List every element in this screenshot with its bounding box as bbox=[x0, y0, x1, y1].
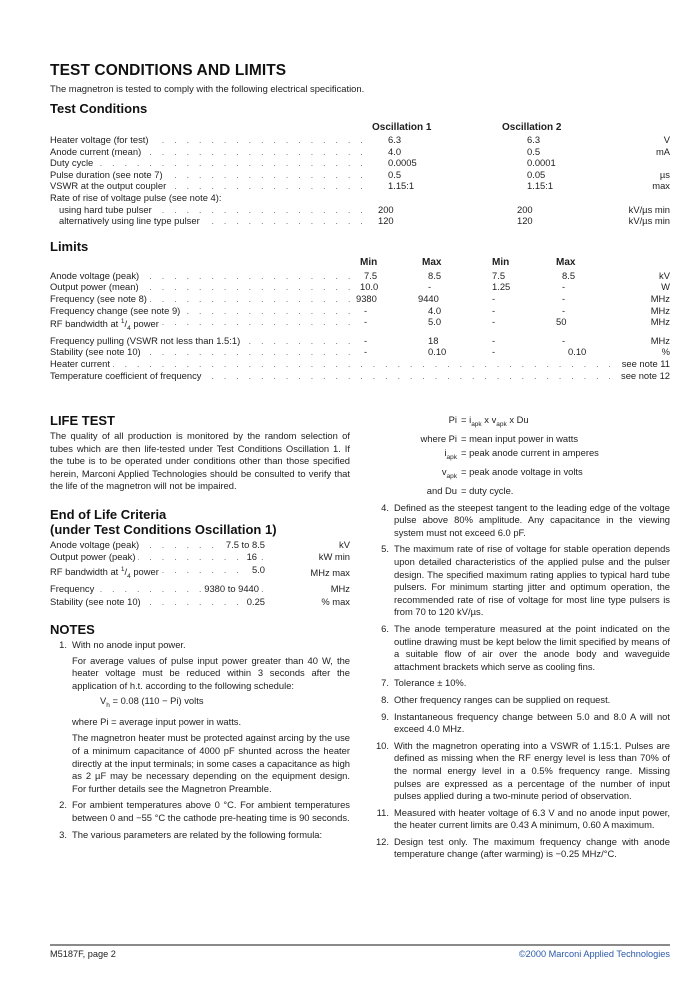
table-row bbox=[50, 270, 670, 282]
test-conditions-section bbox=[50, 62, 670, 381]
col-min1-header: Min bbox=[360, 257, 378, 269]
formula-definition: and Du = duty cycle. bbox=[426, 484, 514, 496]
max2-value: 0.10 bbox=[568, 346, 587, 358]
col-osc2-header: Oscillation 2 bbox=[502, 121, 562, 133]
row-label: Anode voltage (peak) bbox=[50, 539, 142, 550]
row-label: Frequency bbox=[50, 583, 97, 594]
note-text: The magnetron heater must be protected against arcing by the use of a minimum capacitance of 4000 pF shunted across the heater directly at the input terminals; in some cases a capacitance as high as 2 µF may be necessary depending on the equipment design. For further details see the Magnetron Preamble. bbox=[72, 732, 350, 794]
note-text: The anode temperature measured at the point indicated on the outline drawing must be kept below the limit specified by means of a suitable flow of air over the anode body and waveguide attachment brackets which serve as cooling fins. bbox=[394, 622, 670, 672]
table-row bbox=[50, 157, 670, 169]
table-row bbox=[50, 215, 670, 227]
osc2-value: 6.3 bbox=[527, 134, 541, 145]
note-number: 12. bbox=[375, 835, 389, 847]
osc2-value: 0.5 bbox=[527, 145, 541, 157]
unit: µs bbox=[659, 168, 670, 180]
note-item bbox=[372, 543, 670, 619]
table-row bbox=[50, 169, 670, 181]
table-row bbox=[50, 596, 350, 608]
note-item bbox=[372, 623, 670, 673]
table-row bbox=[50, 346, 670, 358]
footer-divider bbox=[50, 944, 670, 946]
formula-definition: $v_{apk}$ = peak anode voltage in volts bbox=[441, 465, 583, 480]
note-number: 11. bbox=[376, 806, 389, 818]
row-label: alternatively using line type pulser bbox=[50, 215, 203, 226]
note-item bbox=[50, 829, 350, 842]
osc1-value: 0.0005 bbox=[388, 157, 417, 169]
test-conditions-heading: Test Conditions bbox=[50, 101, 148, 116]
osc2-value: 1.15:1 bbox=[527, 180, 554, 192]
note-text: For ambient temperatures above 0 °C. For ambient temperatures between 0 and −55 °C the cathode pre-heating time is 90 seconds. bbox=[72, 799, 350, 823]
table-row bbox=[50, 370, 670, 382]
min1-value: - bbox=[364, 334, 368, 346]
osc1-value: 0.5 bbox=[388, 168, 402, 180]
row-label: Output power (peak) bbox=[50, 551, 138, 562]
row-label: Duty cycle bbox=[50, 157, 96, 168]
footer-page-ref: M5187F, page 2 bbox=[50, 949, 116, 959]
left-column bbox=[50, 413, 350, 841]
osc1-value: 6.3 bbox=[388, 134, 402, 145]
table-row bbox=[50, 551, 350, 563]
osc2-value: 120 bbox=[517, 215, 533, 227]
unit: MHz bbox=[650, 304, 670, 316]
note-number: 3. bbox=[59, 828, 67, 840]
row-label: Frequency (see note 8) bbox=[50, 293, 150, 304]
table-row bbox=[50, 305, 670, 317]
unit: mA bbox=[655, 145, 670, 157]
eol-value: 9380 to 9440 bbox=[201, 583, 259, 595]
table-row bbox=[50, 204, 670, 216]
table-row bbox=[50, 180, 670, 192]
note-text: Defined as the steepest tangent to the leading edge of the voltage pulse above 80% amplitude. Any capacitance in the viewing system must not exceed 6.0 pF. bbox=[394, 501, 670, 538]
note-text: The maximum rate of rise of voltage for stable operation depends upon detailed characteristics of the applied pulse and the pulser design. The specified maximum rating applies to typical hard tube pulsers. For minimum starting jitter and optimum operation, the recommended rate of rise of voltage for most line type pulsers is from 70 to 120 kV/µs. bbox=[394, 543, 670, 618]
unit: MHz bbox=[330, 583, 350, 595]
eol-value: 16 bbox=[244, 551, 257, 563]
row-label: RF bandwidth at $^1/_4$ power bbox=[50, 566, 162, 577]
note-text: Design test only. The maximum frequency change with anode temperature change (after warming) is −0.25 MHz/°C. bbox=[394, 835, 670, 860]
table-row bbox=[50, 281, 670, 293]
note-number: 10. bbox=[375, 739, 389, 751]
row-label: Stability (see note 10) bbox=[50, 596, 144, 607]
note-text: Measured with heater voltage of 6.3 V and no anode input power, the heater current limits are 0.43 A minimum, 0.60 A maximum. bbox=[394, 806, 670, 831]
max2-value: 8.5 bbox=[562, 269, 576, 281]
intro-text: The magnetron is tested to comply with the following electrical specification. bbox=[50, 83, 365, 94]
row-label: Stability (see note 10) bbox=[50, 346, 144, 357]
osc2-value: 200 bbox=[517, 203, 533, 215]
osc2-value: 0.0001 bbox=[527, 157, 556, 169]
note-text: Tolerance ± 10%. bbox=[394, 677, 467, 689]
unit: MHz bbox=[650, 292, 670, 304]
osc1-value: 120 bbox=[378, 215, 394, 227]
unit: kV/µs min bbox=[628, 203, 670, 215]
note-item bbox=[372, 502, 670, 540]
unit bbox=[597, 157, 670, 169]
row-label: Anode voltage (peak) bbox=[50, 270, 142, 281]
note-text: Other frequency ranges can be supplied on request. bbox=[394, 693, 611, 705]
max1-value: 4.0 bbox=[428, 304, 442, 316]
table-row bbox=[50, 293, 670, 305]
end-of-life-table bbox=[50, 539, 350, 608]
note-number: 9. bbox=[381, 710, 389, 722]
end-of-life-heading: End of Life Criteria bbox=[50, 506, 167, 522]
unit: V bbox=[663, 134, 670, 145]
eol-value: 7.5 to 8.5 bbox=[223, 539, 265, 551]
max1-value: 5.0 bbox=[428, 316, 442, 328]
row-label: Temperature coefficient of frequency bbox=[50, 370, 204, 381]
min1-value: - bbox=[364, 316, 368, 328]
unit: kV/µs min bbox=[628, 215, 670, 227]
min2-value: 1.25 bbox=[492, 281, 511, 293]
osc2-value: 0.05 bbox=[527, 168, 546, 180]
note-text: With no anode input power. bbox=[72, 639, 186, 650]
min2-value: - bbox=[492, 304, 496, 316]
row-label: Pulse duration (see note 7) bbox=[50, 169, 166, 180]
osc1-value: 200 bbox=[378, 203, 394, 215]
unit: see note 12 bbox=[621, 369, 670, 381]
max2-value: - bbox=[562, 281, 566, 293]
max1-value: 0.10 bbox=[428, 346, 447, 358]
note-number: 2. bbox=[59, 799, 67, 811]
min1-value: 10.0 bbox=[360, 281, 379, 293]
note-item bbox=[50, 799, 350, 824]
row-label: Output power (mean) bbox=[50, 281, 142, 292]
note-number: 4. bbox=[381, 501, 389, 513]
unit: MHz max bbox=[310, 567, 350, 579]
row-label: VSWR at the output coupler bbox=[50, 180, 169, 191]
notes-list-left bbox=[50, 639, 350, 841]
note-item bbox=[372, 740, 670, 803]
unit: kW min bbox=[318, 551, 350, 563]
max1-value: 8.5 bbox=[428, 269, 442, 281]
col-osc1-header: Oscillation 1 bbox=[372, 121, 432, 133]
note-text: The various parameters are related by the following formula: bbox=[72, 828, 323, 840]
note-text: where Pi = average input power in watts. bbox=[72, 715, 242, 727]
unit: see note 11 bbox=[621, 357, 670, 369]
table-row bbox=[50, 134, 670, 146]
table-row bbox=[50, 192, 670, 204]
formula-definition: $i_{apk}$ = peak anode current in amperes bbox=[444, 446, 599, 461]
max1-value: 9440 bbox=[418, 292, 439, 304]
note-number: 5. bbox=[381, 543, 389, 555]
min2-value: 7.5 bbox=[492, 269, 506, 281]
note-item bbox=[372, 807, 670, 832]
notes-heading: NOTES bbox=[50, 622, 95, 637]
note-text: Instantaneous frequency change between 5.0 and 8.0 A will not exceed 4.0 MHz. bbox=[394, 710, 670, 735]
col-max1-header: Max bbox=[422, 257, 442, 269]
table-row bbox=[50, 316, 670, 335]
table-row bbox=[50, 146, 670, 158]
osc1-value: 1.15:1 bbox=[388, 180, 415, 192]
min1-value: 7.5 bbox=[364, 269, 378, 281]
limits-table bbox=[50, 256, 670, 381]
page-title: TEST CONDITIONS AND LIMITS bbox=[50, 62, 287, 79]
note-item bbox=[372, 677, 670, 690]
note-text: With the magnetron operating into a VSWR of 1.15:1. Pulses are defined as missing when the RF energy level is less than 70% of the normal energy level in a 0.5% frequency range. Missing pulses are expressed as a percentage of the number of input pulses applied during a two-minute period of observation. bbox=[394, 739, 670, 802]
test-conditions-table bbox=[50, 120, 670, 227]
unit: W bbox=[661, 281, 670, 293]
note-item bbox=[372, 694, 670, 707]
note-number: 6. bbox=[381, 622, 389, 634]
row-label: Heater voltage (for test) bbox=[50, 134, 151, 145]
row-label: RF bandwidth at $^1/_4$ power bbox=[50, 318, 162, 329]
table-row bbox=[50, 539, 350, 551]
table-row bbox=[50, 583, 350, 595]
unit: kV bbox=[659, 269, 670, 281]
notes-list-right bbox=[372, 502, 670, 861]
note-number: 7. bbox=[381, 677, 389, 689]
max2-value: 50 bbox=[556, 316, 567, 328]
unit: MHz bbox=[650, 316, 670, 328]
rise-rate-label: Rate of rise of voltage pulse (see note 4): bbox=[50, 191, 222, 203]
note-item bbox=[50, 639, 350, 795]
row-label: using hard tube pulser bbox=[50, 204, 155, 215]
unit: max bbox=[652, 180, 670, 192]
formula-rhs: = $i_{apk}$ x $v_{apk}$ x Du bbox=[461, 414, 529, 428]
life-test-heading: LIFE TEST bbox=[50, 413, 115, 428]
limits-heading: Limits bbox=[50, 238, 89, 254]
min1-value: 9380 bbox=[356, 292, 377, 304]
max1-value: 18 bbox=[428, 334, 439, 346]
note-item bbox=[372, 711, 670, 736]
max2-value: - bbox=[562, 292, 566, 304]
osc1-value: 4.0 bbox=[388, 145, 402, 157]
table-row bbox=[50, 335, 670, 347]
life-test-text: The quality of all production is monitored by the random selection of tubes which are then life-tested under Test Conditions Oscillation 1. If the tube is to be operated under conditions other than those specified herein, Marconi Applied Technologies should be consulted to verify that the life of the magnetron will not be impaired. bbox=[50, 430, 350, 492]
end-of-life-subheading: (under Test Conditions Oscillation 1) bbox=[50, 521, 277, 537]
note-number: 1. bbox=[59, 639, 67, 650]
row-label: Anode current (mean) bbox=[50, 146, 144, 157]
unit: MHz bbox=[650, 334, 670, 346]
max2-value: - bbox=[562, 304, 566, 316]
max1-value: - bbox=[428, 281, 432, 293]
unit: % max bbox=[321, 595, 350, 607]
max2-value: - bbox=[562, 334, 566, 346]
min1-value: - bbox=[364, 346, 368, 358]
eol-value: 5.0 bbox=[249, 564, 265, 576]
min1-value: - bbox=[364, 304, 368, 316]
row-label: Frequency pulling (VSWR not less than 1.5:1) bbox=[50, 335, 243, 346]
power-formula bbox=[372, 413, 670, 432]
unit: kV bbox=[339, 538, 350, 550]
col-min2-header: Min bbox=[492, 257, 510, 269]
heater-formula: $V_h = 0.08$ (110 − Pi) volts bbox=[100, 695, 204, 710]
unit: % bbox=[661, 346, 670, 358]
min2-value: - bbox=[492, 334, 496, 346]
formula-definition: where Pi = mean input power in watts bbox=[420, 432, 579, 444]
table-row bbox=[50, 564, 350, 583]
note-item bbox=[372, 836, 670, 861]
row-label: Heater current bbox=[50, 358, 113, 369]
table-row bbox=[50, 358, 670, 370]
min2-value: - bbox=[492, 346, 496, 358]
formula-lhs: Pi bbox=[448, 414, 457, 425]
footer-copyright: ©2000 Marconi Applied Technologies bbox=[518, 949, 670, 959]
eol-value: 0.25 bbox=[244, 596, 265, 608]
right-column bbox=[372, 413, 670, 861]
min2-value: - bbox=[492, 292, 496, 304]
note-text: For average values of pulse input power greater than 40 W, the heater voltage must be reduced within 3 seconds after the application of h.t. according to the following schedule: bbox=[72, 654, 350, 691]
row-label: Frequency change (see note 9) bbox=[50, 305, 183, 316]
min2-value: - bbox=[492, 316, 496, 328]
col-max2-header: Max bbox=[556, 257, 576, 269]
note-number: 8. bbox=[381, 693, 389, 705]
